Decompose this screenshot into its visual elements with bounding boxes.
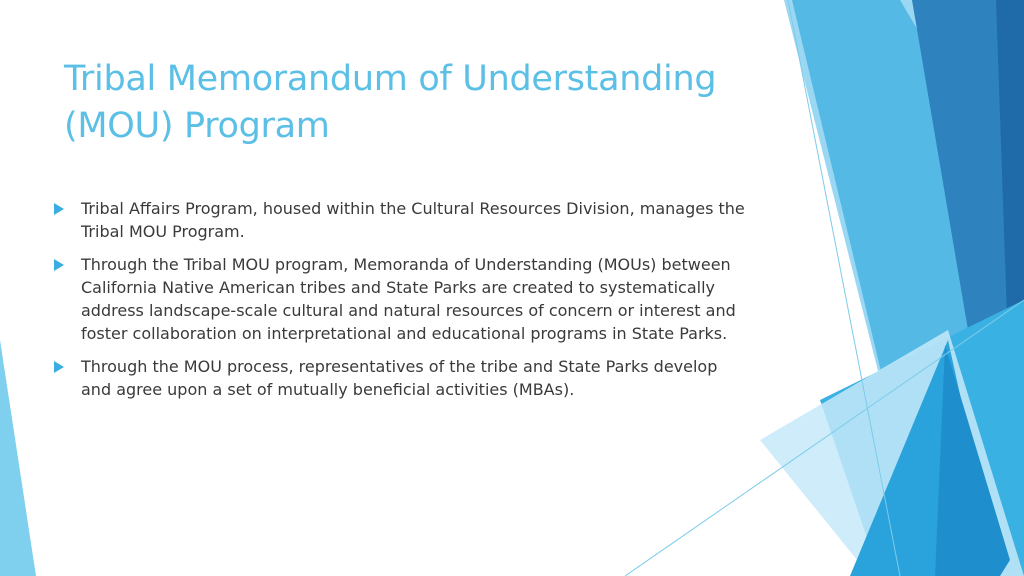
bullet-item — [52, 197, 752, 243]
title-line-1: Tribal Memorandum of Understanding — [64, 59, 717, 99]
bullet-list — [52, 197, 752, 411]
triangle-bullet-icon — [54, 259, 64, 271]
slide-title — [64, 56, 764, 150]
bullet-item — [52, 355, 752, 401]
left-edge-facet — [0, 340, 36, 576]
title-line-2: (MOU) Program — [64, 106, 330, 146]
triangle-bullet-icon — [54, 203, 64, 215]
bullet-text: Through the Tribal MOU program, Memoranda of Understanding (MOUs) between California Native American tribes and State Parks are created to systematically address landscape-scale cultural and natural resources of concern or interest and foster collaboration on interpretational and educational programs in State Parks. — [81, 255, 736, 343]
bullet-text: Tribal Affairs Program, housed within the Cultural Resources Division, manages the Tribal MOU Program. — [81, 199, 745, 241]
bullet-text: Through the MOU process, representatives of the tribe and State Parks develop and agree upon a set of mutually beneficial activities (MBAs). — [81, 357, 718, 399]
bullet-item — [52, 253, 752, 345]
triangle-bullet-icon — [54, 361, 64, 373]
